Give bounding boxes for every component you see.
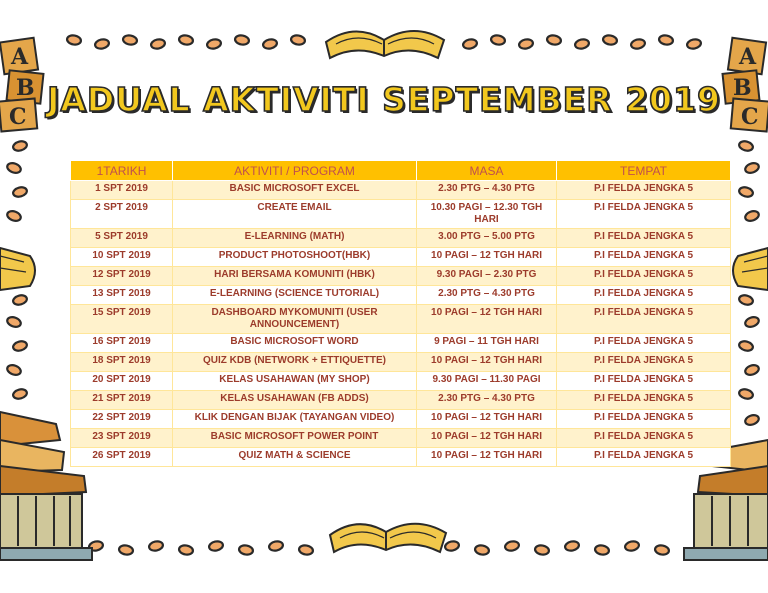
border-dot	[738, 140, 754, 152]
border-dot	[122, 34, 137, 45]
border-dot	[6, 161, 22, 174]
border-dot	[564, 540, 580, 552]
border-dot	[738, 294, 754, 306]
cell-tempat: P.I FELDA JENGKA 5	[557, 229, 731, 248]
cell-aktiviti: CREATE EMAIL	[173, 200, 417, 229]
cell-aktiviti: PRODUCT PHOTOSHOOT(HBK)	[173, 248, 417, 267]
cell-aktiviti: E-LEARNING (SCIENCE TUTORIAL)	[173, 286, 417, 305]
table-row	[71, 334, 731, 353]
table-row	[71, 248, 731, 267]
border-dot	[148, 540, 164, 552]
border-dot	[594, 544, 609, 555]
cell-tempat: P.I FELDA JENGKA 5	[557, 286, 731, 305]
table-row	[71, 305, 731, 334]
cell-aktiviti: HARI BERSAMA KOMUNITI (HBK)	[173, 267, 417, 286]
cell-aktiviti: BASIC MICROSOFT EXCEL	[173, 181, 417, 200]
cell-masa: 2.30 PTG – 4.30 PTG	[417, 391, 557, 410]
cell-aktiviti: KELAS USAHAWAN (MY SHOP)	[173, 372, 417, 391]
cell-tempat: P.I FELDA JENGKA 5	[557, 448, 731, 467]
table-header-row	[71, 161, 731, 181]
cell-masa: 10 PAGI – 12 TGH HARI	[417, 429, 557, 448]
border-dot	[744, 315, 760, 328]
cell-masa: 2.30 PTG – 4.30 PTG	[417, 286, 557, 305]
table-row	[71, 353, 731, 372]
table-row	[71, 286, 731, 305]
table-row	[71, 181, 731, 200]
activity-schedule-table	[70, 160, 731, 467]
cell-aktiviti: QUIZ MATH & SCIENCE	[173, 448, 417, 467]
border-dot	[12, 186, 28, 198]
border-dot	[298, 544, 313, 555]
cell-aktiviti: QUIZ KDB (NETWORK + ETTIQUETTE)	[173, 353, 417, 372]
border-dot	[738, 388, 754, 400]
border-dot	[744, 161, 760, 174]
border-dot	[602, 34, 617, 45]
border-dot	[658, 34, 673, 45]
border-dot	[208, 540, 224, 552]
border-dot	[12, 294, 28, 306]
border-dot	[444, 540, 460, 552]
cell-masa: 10.30 PAGI – 12.30 TGH HARI	[417, 200, 557, 229]
border-dot	[206, 38, 222, 50]
cell-tarikh: 22 SPT 2019	[71, 410, 173, 429]
border-dot	[462, 38, 478, 50]
block-letter: C	[741, 104, 759, 130]
cell-tempat: P.I FELDA JENGKA 5	[557, 200, 731, 229]
block-letter: A	[739, 44, 757, 70]
page-title: JADUAL AKTIVITI SEPTEMBER 2019	[47, 80, 721, 119]
border-dot	[6, 315, 22, 328]
border-dot	[574, 38, 590, 50]
table-row	[71, 429, 731, 448]
table-row	[71, 229, 731, 248]
cell-aktiviti: E-LEARNING (MATH)	[173, 229, 417, 248]
cell-aktiviti: BASIC MICROSOFT WORD	[173, 334, 417, 353]
border-dot	[624, 540, 640, 552]
border-dot	[94, 38, 110, 50]
cell-tempat: P.I FELDA JENGKA 5	[557, 391, 731, 410]
open-book-icon	[330, 524, 446, 552]
cell-tarikh: 20 SPT 2019	[71, 372, 173, 391]
cell-masa: 10 PAGI – 12 TGH HARI	[417, 353, 557, 372]
border-dot	[178, 34, 193, 45]
border-dot	[654, 544, 669, 555]
cell-tempat: P.I FELDA JENGKA 5	[557, 372, 731, 391]
cell-tarikh: 12 SPT 2019	[71, 267, 173, 286]
border-dot	[518, 38, 534, 50]
table-row	[71, 372, 731, 391]
cell-masa: 2.30 PTG – 4.30 PTG	[417, 181, 557, 200]
cell-masa: 3.00 PTG – 5.00 PTG	[417, 229, 557, 248]
cell-tarikh: 26 SPT 2019	[71, 448, 173, 467]
border-dot	[738, 186, 754, 198]
cell-tempat: P.I FELDA JENGKA 5	[557, 410, 731, 429]
border-dot	[12, 340, 28, 352]
border-dot	[744, 209, 760, 222]
border-dot	[744, 413, 760, 426]
border-dot	[546, 34, 561, 45]
block-letter: B	[733, 75, 752, 101]
cell-tarikh: 18 SPT 2019	[71, 353, 173, 372]
table-row	[71, 391, 731, 410]
cell-tempat: P.I FELDA JENGKA 5	[557, 429, 731, 448]
side-book-icon	[0, 248, 35, 290]
border-dot	[6, 363, 22, 376]
cell-tempat: P.I FELDA JENGKA 5	[557, 305, 731, 334]
cell-tempat: P.I FELDA JENGKA 5	[557, 248, 731, 267]
block-letter: A	[11, 44, 29, 70]
border-dot	[178, 544, 193, 555]
cell-masa: 10 PAGI – 12 TGH HARI	[417, 448, 557, 467]
cell-masa: 9 PAGI – 11 TGH HARI	[417, 334, 557, 353]
cell-tarikh: 21 SPT 2019	[71, 391, 173, 410]
header-masa: MASA	[417, 161, 557, 181]
table-row	[71, 267, 731, 286]
border-dot	[630, 38, 646, 50]
cell-aktiviti: DASHBOARD MYKOMUNITI (USER ANNOUNCEMENT)	[173, 305, 417, 334]
cell-tempat: P.I FELDA JENGKA 5	[557, 181, 731, 200]
border-dot	[238, 544, 253, 555]
cell-tarikh: 15 SPT 2019	[71, 305, 173, 334]
table-row	[71, 448, 731, 467]
side-book-icon	[733, 248, 768, 290]
border-dot	[490, 34, 505, 45]
border-dot	[66, 34, 81, 45]
border-dot	[474, 544, 489, 555]
cell-tempat: P.I FELDA JENGKA 5	[557, 267, 731, 286]
border-dot	[268, 540, 284, 552]
border-dot	[738, 340, 754, 352]
border-dot	[504, 540, 520, 552]
cell-aktiviti: KLIK DENGAN BIJAK (TAYANGAN VIDEO)	[173, 410, 417, 429]
border-dot	[234, 34, 249, 45]
header-tempat: TEMPAT	[557, 161, 731, 181]
cell-tarikh: 23 SPT 2019	[71, 429, 173, 448]
border-dot	[686, 38, 702, 50]
border-dot	[744, 363, 760, 376]
border-dot	[118, 544, 133, 555]
cell-masa: 10 PAGI – 12 TGH HARI	[417, 248, 557, 267]
cell-tempat: P.I FELDA JENGKA 5	[557, 334, 731, 353]
cell-masa: 9.30 PAGI – 11.30 PAGI	[417, 372, 557, 391]
cell-aktiviti: BASIC MICROSOFT POWER POINT	[173, 429, 417, 448]
block-letter: C	[9, 104, 27, 130]
cell-tarikh: 5 SPT 2019	[71, 229, 173, 248]
table-row	[71, 200, 731, 229]
open-book-icon	[326, 31, 444, 58]
cell-masa: 10 PAGI – 12 TGH HARI	[417, 305, 557, 334]
cell-tempat: P.I FELDA JENGKA 5	[557, 353, 731, 372]
cell-masa: 10 PAGI – 12 TGH HARI	[417, 410, 557, 429]
header-tarikh: 1TARIKH	[71, 161, 173, 181]
table-row	[71, 410, 731, 429]
cell-tarikh: 13 SPT 2019	[71, 286, 173, 305]
border-dot	[6, 209, 22, 222]
block-letter: B	[16, 75, 35, 101]
border-dot	[12, 388, 28, 400]
cell-tarikh: 16 SPT 2019	[71, 334, 173, 353]
cell-aktiviti: KELAS USAHAWAN (FB ADDS)	[173, 391, 417, 410]
border-dot	[290, 34, 305, 45]
border-dot	[262, 38, 278, 50]
border-dot	[12, 140, 28, 152]
cell-tarikh: 1 SPT 2019	[71, 181, 173, 200]
border-dot	[150, 38, 166, 50]
cell-tarikh: 2 SPT 2019	[71, 200, 173, 229]
cell-tarikh: 10 SPT 2019	[71, 248, 173, 267]
cell-masa: 9.30 PAGI – 2.30 PTG	[417, 267, 557, 286]
header-aktiviti: AKTIVITI / PROGRAM	[173, 161, 417, 181]
border-dot	[534, 544, 549, 555]
